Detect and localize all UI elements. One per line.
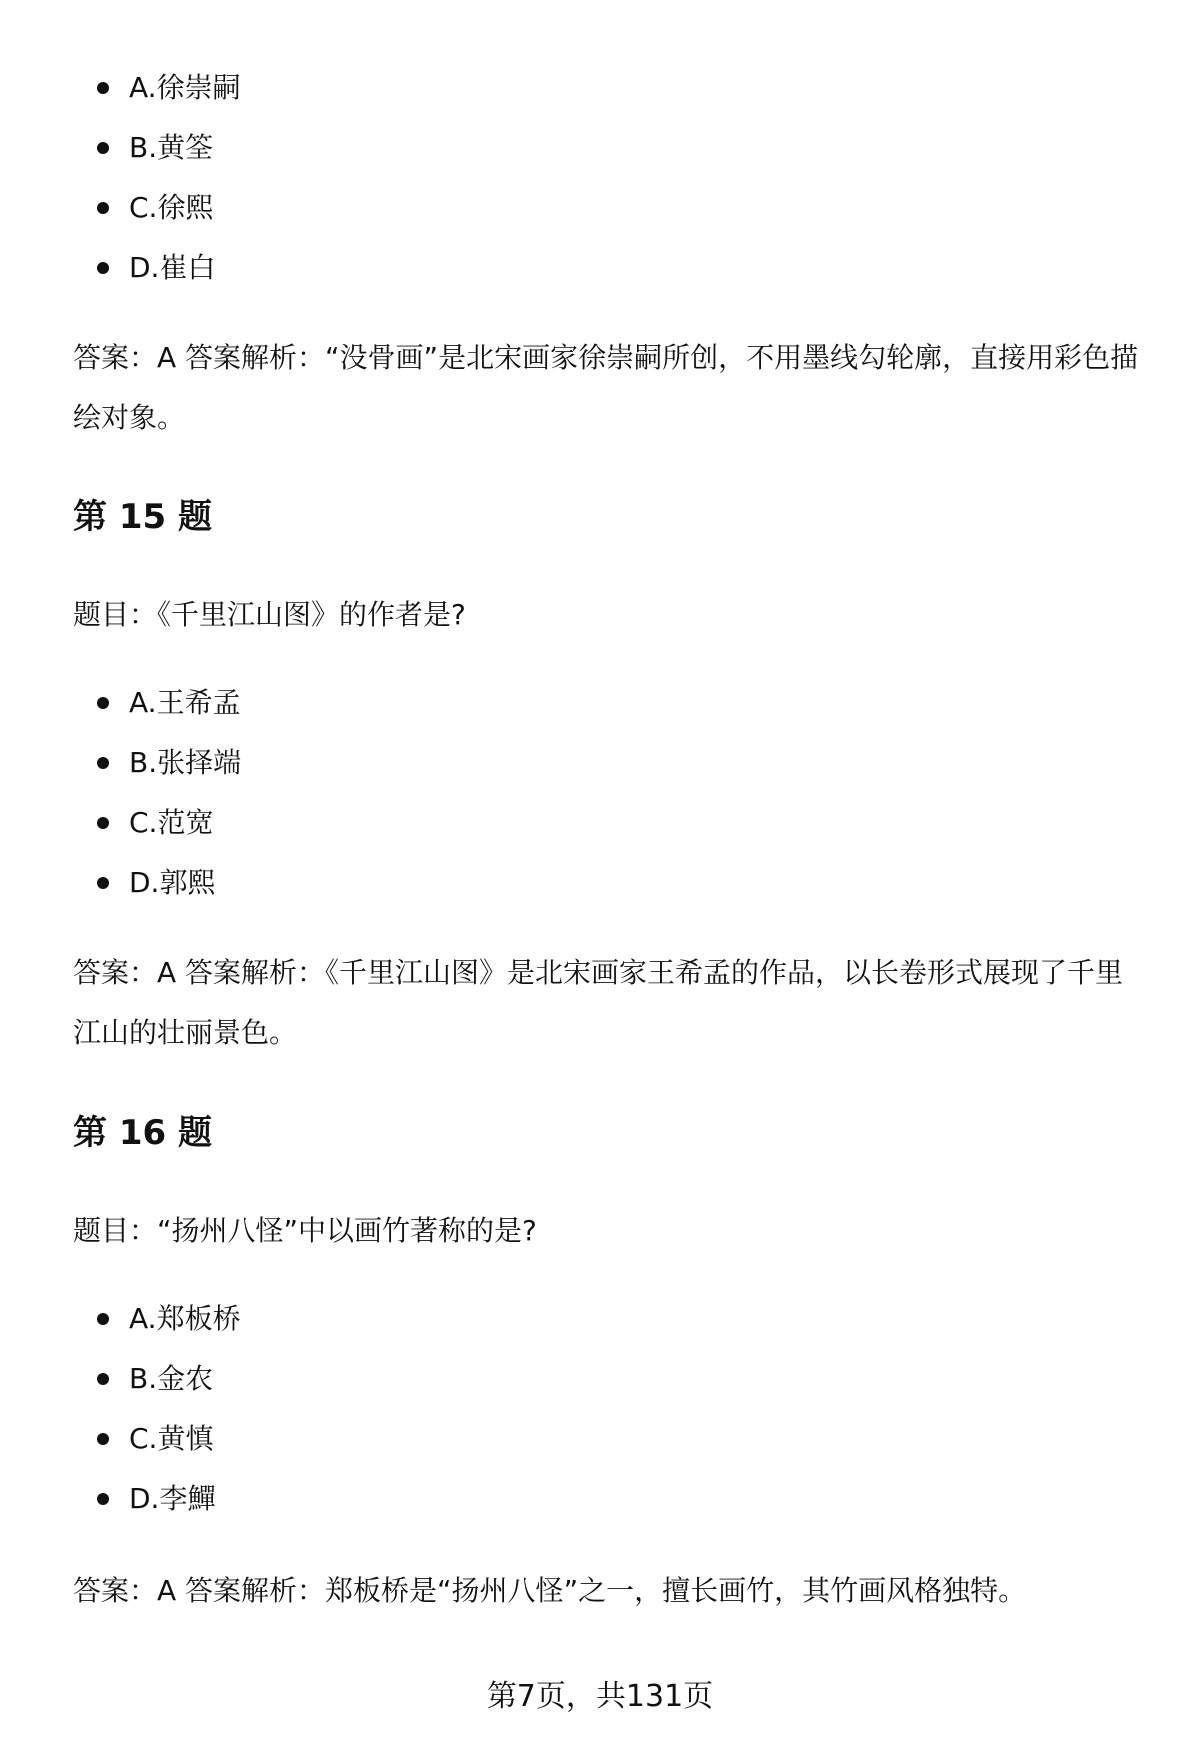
q16-answer: 答案：A 答案解析：郑板桥是“扬州八怪”之一，擅长画竹，其竹画风格独特。 (73, 1574, 1027, 1607)
q16-heading: 第 16 题 (73, 1113, 212, 1153)
q15-heading-block (73, 492, 1143, 542)
q16-option-c (73, 1409, 1143, 1469)
q15-answer-block (73, 943, 1143, 1063)
q16-option-a (73, 1289, 1143, 1349)
bullet-icon (97, 877, 109, 889)
option-text: A.王希孟 (129, 686, 241, 719)
q14-answer: 答案：A 答案解析：“没骨画”是北宋画家徐崇嗣所创，不用墨线勾轮廓，直接用彩色描绘对象。 (73, 341, 1139, 434)
q15-option-b (73, 733, 1143, 793)
q15-option-c (73, 793, 1143, 853)
q14-options-block (73, 58, 1143, 298)
q16-answer-block (73, 1561, 1143, 1621)
option-text: A.徐崇嗣 (129, 71, 241, 104)
bullet-icon (97, 142, 109, 154)
q15-answer: 答案：A 答案解析：《千里江山图》是北宋画家王希孟的作品，以长卷形式展现了千里江山的壮丽景色。 (73, 956, 1124, 1049)
q14-option-a (73, 58, 1143, 118)
q14-option-b (73, 118, 1143, 178)
bullet-icon (97, 82, 109, 94)
option-text: D.郭熙 (129, 866, 216, 899)
option-text: D.李鱓 (129, 1482, 216, 1515)
bullet-icon (97, 202, 109, 214)
q15-option-d (73, 853, 1143, 913)
bullet-icon (97, 757, 109, 769)
option-text: C.黄慎 (129, 1422, 214, 1455)
bullet-icon (97, 1313, 109, 1325)
bullet-icon (97, 1493, 109, 1505)
q14-answer-block (73, 328, 1143, 448)
option-text: C.徐熙 (129, 191, 214, 224)
q14-option-d (73, 238, 1143, 298)
q15-options-block (73, 673, 1143, 913)
option-text: C.范宽 (129, 806, 214, 839)
bullet-icon (97, 817, 109, 829)
bullet-icon (97, 1373, 109, 1385)
q14-option-c (73, 178, 1143, 238)
q15-question: 题目：《千里江山图》的作者是? (73, 598, 466, 631)
option-text: B.黄筌 (129, 131, 214, 164)
q16-options-block (73, 1289, 1143, 1529)
q16-option-b (73, 1349, 1143, 1409)
q16-option-list (73, 1289, 1143, 1529)
q15-question-block (73, 590, 1143, 640)
option-text: B.张择端 (129, 746, 242, 779)
q16-question-block (73, 1206, 1143, 1256)
q15-option-list (73, 673, 1143, 913)
q16-heading-block (73, 1108, 1143, 1158)
option-text: B.金农 (129, 1362, 214, 1395)
option-text: D.崔白 (129, 251, 216, 284)
q16-option-d (73, 1469, 1143, 1529)
q15-heading: 第 15 题 (73, 497, 212, 537)
bullet-icon (97, 262, 109, 274)
q14-option-list (73, 58, 1143, 298)
bullet-icon (97, 1433, 109, 1445)
option-text: A.郑板桥 (129, 1302, 241, 1335)
q15-option-a (73, 673, 1143, 733)
page-number-footer: 第7页，共131页 (486, 1679, 714, 1714)
q16-question: 题目：“扬州八怪”中以画竹著称的是? (73, 1214, 537, 1247)
bullet-icon (97, 697, 109, 709)
